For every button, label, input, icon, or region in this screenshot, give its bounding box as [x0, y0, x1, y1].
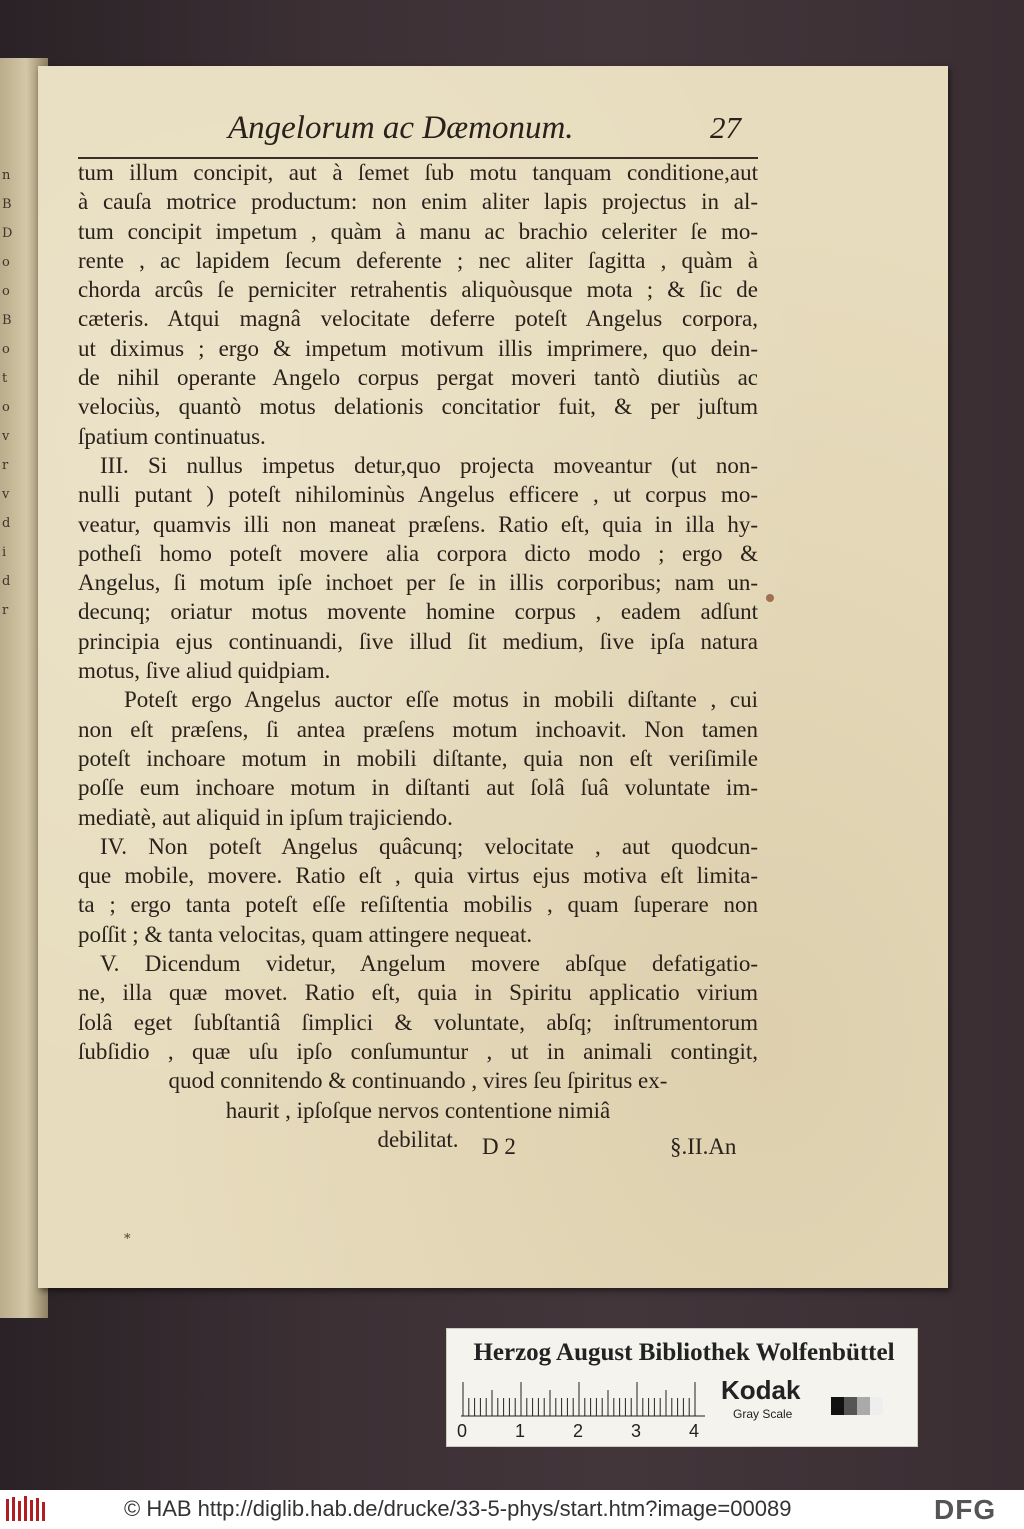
text-line: ne, illa quæ movet. Ratio eſt, quia in Spiritu applicatio virium	[78, 980, 758, 1006]
text-line: ta ; ergo tanta poteſt eſſe reſiſtentia mobilis , quam ſuperare non	[78, 892, 758, 918]
text-line: de nihil operante Angelo corpus pergat moveri tantò diutiùs ac	[78, 365, 758, 391]
text-line: mediatè, aut aliquid in ipſum trajiciendo.	[78, 804, 453, 830]
text-line: ut diximus ; ergo & impetum motivum illis imprimere, quo dein-	[78, 335, 758, 361]
gray-swatch	[831, 1397, 844, 1415]
gray-scale-label: Gray Scale	[733, 1407, 793, 1421]
text-line: poteſt inchoare motum in mobili diſtante, quia non eſt veriſimile	[78, 745, 758, 771]
ink-blot	[766, 594, 774, 602]
stray-mark: *	[124, 1232, 131, 1247]
page-footer	[38, 1134, 948, 1166]
facing-page-fragment: r	[2, 603, 9, 618]
facing-page-fragment: r	[2, 458, 9, 473]
text-line: rente , ac lapidem ſecum deferente ; nec aliter ſagitta , quàm à	[78, 247, 758, 273]
hab-logo-icon	[6, 1495, 46, 1524]
catchword: §.II.An	[670, 1134, 737, 1159]
text-line: poſſit ; & tanta velocitas, quam attingere nequeat.	[78, 921, 533, 947]
facing-page-fragment: t	[2, 371, 8, 386]
body-text	[78, 158, 758, 1154]
signature-mark: D 2	[482, 1134, 516, 1159]
ruler-number: 0	[457, 1421, 468, 1441]
text-line: velociùs, quantò motus delationis concitatior fuit, & per juſtum	[78, 394, 758, 420]
text-line: IV. Non poteſt Angelus quâcunq; velocitate , aut quodcun-	[100, 833, 758, 859]
facing-page-fragment: i	[2, 545, 7, 560]
scale-ruler	[461, 1379, 705, 1417]
kodak-logo: Kodak	[721, 1375, 801, 1405]
text-line: potheſi homo poteſt movere alia corpora dicto modo ; ergo &	[78, 540, 758, 566]
text-line: tum concipit impetum , quàm à manu ac brachio celeriter ſe mo-	[78, 218, 758, 244]
page-number: 27	[710, 110, 741, 145]
text-line: chorda arcûs ſe perniciter retrahentis aliquòusque mota ; & ſic de	[78, 277, 758, 303]
text-line: decunq; oriatur motus movente homine corpus , eadem adſunt	[78, 599, 758, 625]
book-page	[38, 66, 948, 1288]
running-title: Angelorum ac Dæmonum.	[228, 110, 574, 146]
text-line: quod connitendo & continuando , vires ſeu ſpiritus ex-	[168, 1068, 668, 1094]
color-target-card	[446, 1328, 918, 1447]
text-line: poſſe eum inchoare motum in diſtanti aut ſolâ ſuâ voluntate im-	[78, 775, 758, 801]
text-line: principia ejus continuandi, ſive illud ſit medium, ſive ipſa natura	[78, 628, 758, 654]
facing-page-fragment: o	[2, 284, 10, 299]
facing-page-fragment: d	[2, 574, 11, 589]
facing-page-fragment: n	[2, 168, 11, 183]
text-line: ſpatium continuatus.	[78, 423, 266, 449]
text-line: ſubſidio , quæ uſu ipſo conſumuntur , ut in animali contingit,	[78, 1038, 758, 1064]
text-line: à cauſa motrice productum: non enim aliter lapis projectus in al-	[78, 189, 758, 215]
facing-page-fragment: v	[2, 429, 10, 444]
facing-page-fragment: B	[2, 313, 12, 328]
facing-page-fragment: B	[2, 197, 12, 212]
facing-page-fragment: o	[2, 400, 10, 415]
text-line: cæteris. Atqui magnâ velocitate deferre poteſt Angelus corpora,	[78, 306, 758, 332]
page-header	[38, 110, 948, 150]
text-line: Poteſt ergo Angelus auctor eſſe motus in mobili diſtante , cui	[124, 687, 758, 713]
ruler-number: 3	[631, 1421, 642, 1441]
text-line: ſolâ eget ſubſtantiâ ſimplici & voluntate, abſq; inſtrumentorum	[78, 1009, 758, 1035]
text-line: veatur, quamvis illi non maneat præſens. Ratio eſt, quia in illa hy-	[78, 511, 758, 537]
facing-page-fragment: o	[2, 255, 10, 270]
gray-swatch	[844, 1397, 857, 1415]
facing-page-fragment: v	[2, 487, 10, 502]
facing-page-fragment: D	[2, 226, 13, 241]
text-line: non eſt præſens, ſi antea præſens motum inchoavit. Non tamen	[78, 716, 758, 742]
ruler-number: 4	[689, 1421, 700, 1441]
text-line: Angelus, ſi motum ipſe inchoet per ſe in illis corporibus; nam un-	[78, 570, 758, 596]
library-name: Herzog August Bibliothek Wolfenbüttel	[473, 1339, 895, 1366]
ruler-number: 2	[573, 1421, 584, 1441]
text-line: haurit , ipſoſque nervos contentione nimiâ	[225, 1097, 611, 1123]
text-line: debilitat.	[377, 1126, 459, 1152]
text-line: tum illum concipit, aut à ſemet ſub motu tanquam conditione,aut	[78, 160, 758, 185]
text-line: V. Dicendum videtur, Angelum movere abſque defatigatio-	[100, 951, 758, 977]
text-line: que mobile, movere. Ratio eſt , quia virtus ejus motiva eſt limita-	[78, 863, 758, 889]
text-line: motus, ſive aliud quidpiam.	[78, 658, 331, 684]
facing-page-fragment: d	[2, 516, 11, 531]
facing-page-fragment: o	[2, 342, 10, 357]
text-line: nulli putant ) poteſt nihilominùs Angelus efficere , ut corpus mo-	[78, 482, 758, 508]
ruler-number: 1	[515, 1421, 526, 1441]
gray-swatch	[870, 1397, 883, 1415]
copyright-link[interactable]: © HAB http://diglib.hab.de/drucke/33-5-phys/start.htm?image=00089	[124, 1496, 792, 1521]
text-line: III. Si nullus impetus detur,quo projecta moveantur (ut non-	[100, 452, 758, 478]
gray-swatch	[857, 1397, 870, 1415]
dfg-logo: DFG	[934, 1494, 997, 1525]
viewer-footer	[0, 1490, 1024, 1529]
